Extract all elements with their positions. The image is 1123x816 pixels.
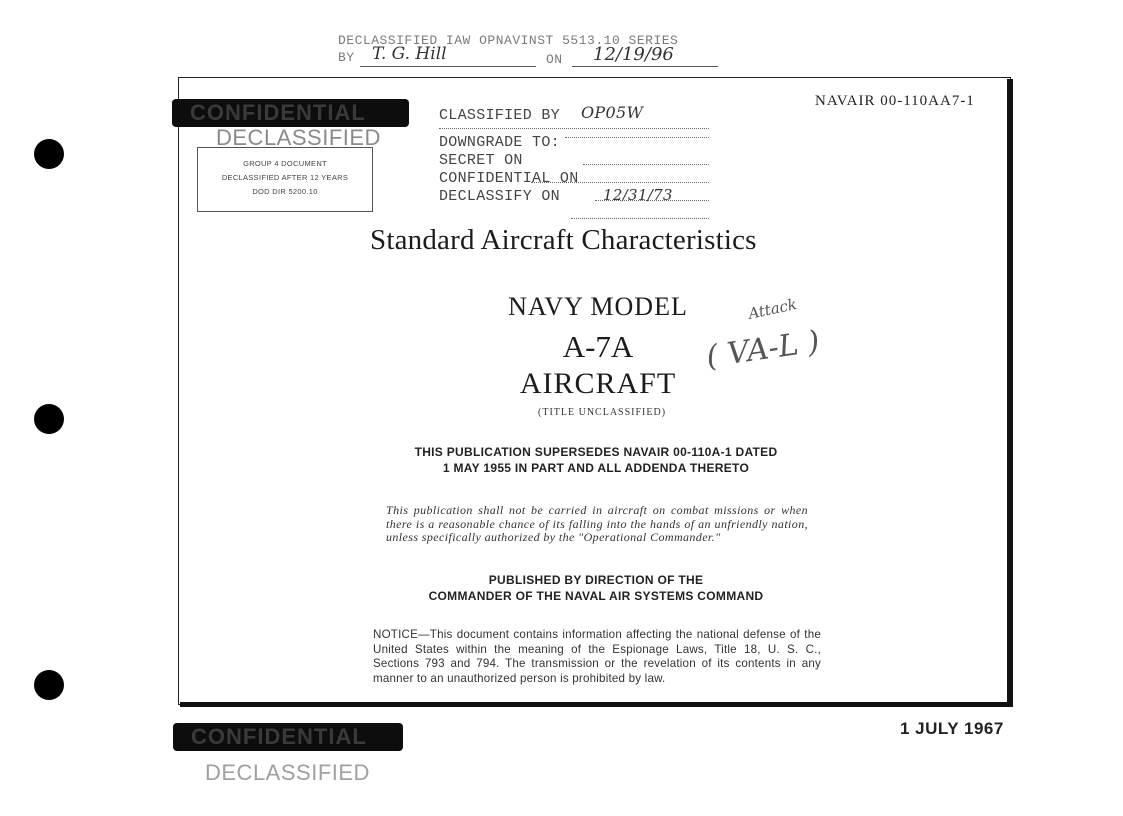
classification-block [439, 103, 709, 206]
espionage-notice: NOTICE—This document contains information affecting the national defense of the United States within the meaning of the Espionage Laws, Title 18, U. S. C., Sections 793 and 794. The transmission or the revelation of its contents in any manner to an unauthorized person is prohibited by law. [373, 628, 821, 685]
declassify-label: DECLASSIFY ON [439, 188, 560, 205]
confidential-label: CONFIDENTIAL ON [439, 170, 579, 187]
classified-by-row [439, 103, 709, 125]
handwritten-annotation-attack: Attack [746, 295, 799, 323]
classified-by-value: OP05W [581, 103, 644, 122]
stamp-on-underline [572, 66, 718, 67]
downgrade-label: DOWNGRADE TO: [439, 134, 560, 151]
model-line-2: A-7A [562, 329, 634, 364]
secret-label: SECRET ON [439, 152, 523, 169]
declassify-value: 12/31/73 [603, 186, 673, 204]
group-box-line3: DOD DIR 5200.10 [252, 187, 318, 196]
stamp-by-underline [360, 66, 536, 67]
publication-date: 1 JULY 1967 [900, 719, 1004, 738]
group-4-box [197, 147, 373, 212]
published-by-block [396, 572, 796, 604]
stamp-on-date: 12/19/96 [593, 44, 674, 65]
declassify-line [571, 206, 709, 219]
frame-shadow-right [1007, 79, 1013, 707]
binder-hole-top [34, 139, 64, 169]
bottom-declassified-marking: DECLASSIFIED [205, 760, 370, 785]
binder-hole-middle [34, 404, 64, 434]
carry-warning: This publication shall not be carried in aircraft on combat missions or when there is a reasonable chance of its falling into the hands of an unfriendly nation, unless specifically authorized by the "Operational Commander." [386, 503, 808, 544]
bottom-confidential-redaction [173, 723, 403, 751]
published-line-1: PUBLISHED BY DIRECTION OF THE [488, 573, 704, 587]
supersedes-line-1: THIS PUBLICATION SUPERSEDES NAVAIR 00-110A-1 DATED [414, 445, 778, 459]
published-line-2: COMMANDER OF THE NAVAL AIR SYSTEMS COMMAND [428, 589, 764, 603]
spacer-line [439, 125, 709, 129]
classified-by-label: CLASSIFIED BY [439, 107, 560, 124]
stamp-by-label: BY [338, 50, 355, 65]
document-title: Standard Aircraft Characteristics [370, 224, 757, 256]
bottom-confidential-text: CONFIDENTIAL [191, 724, 367, 749]
stamp-on-label: ON [546, 52, 563, 67]
group-box-line1: GROUP 4 DOCUMENT [243, 159, 327, 168]
navair-number: NAVAIR 00-110AA7-1 [815, 93, 975, 109]
group-box-line2: DECLASSIFIED AFTER 12 YEARS [221, 173, 349, 182]
top-confidential-text: CONFIDENTIAL [190, 100, 366, 125]
declassify-row [439, 188, 709, 206]
supersedes-notice [396, 444, 796, 476]
top-declassified-marking: DECLASSIFIED [216, 125, 381, 150]
downgrade-row [439, 134, 709, 152]
model-line-3: AIRCRAFT [519, 367, 677, 400]
top-confidential-redaction [172, 99, 409, 127]
title-unclassified-note: (TITLE UNCLASSIFIED) [538, 407, 667, 418]
binder-hole-bottom [34, 670, 64, 700]
handwritten-annotation-va: ( VA-L ) [704, 324, 822, 375]
model-line-1: NAVY MODEL [508, 292, 688, 321]
declassification-stamp-text: DECLASSIFIED IAW OPNAVINST 5513.10 SERIES [338, 33, 679, 48]
supersedes-line-2: 1 MAY 1955 IN PART AND ALL ADDENDA THERETO [442, 461, 750, 475]
stamp-by-signature: T. G. Hill [372, 44, 447, 64]
frame-shadow-bottom [180, 702, 1013, 707]
secret-row [439, 152, 709, 170]
spacer-row [439, 125, 709, 134]
